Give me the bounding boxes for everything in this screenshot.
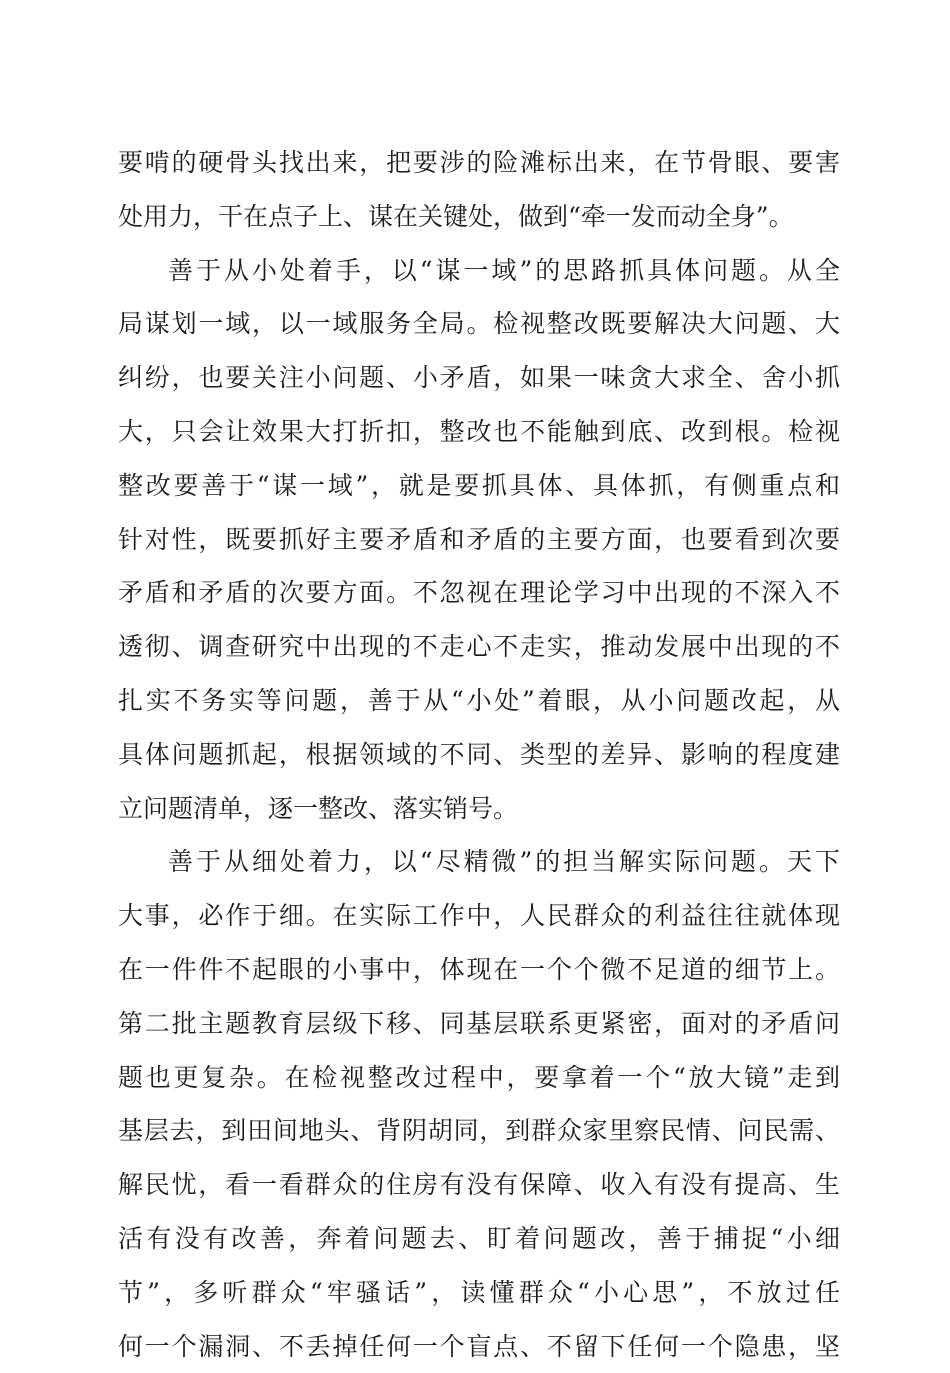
text-line: 针对性，既要抓好主要矛盾和矛盾的主要方面，也要看到次要 [118,524,840,554]
text-line: 处用力，干在点子上、谋在关键处，做到“牵一发而动全身”。 [118,201,794,231]
paragraph-heading-line: 善于从小处着手，以“谋一域”的思路抓具体问题。从全 [168,255,840,285]
body-text [118,136,840,1373]
text-line: 矛盾和矛盾的次要方面。不忽视在理论学习中出现的不深入不 [118,578,840,608]
text-line: 纠纷，也要关注小问题、小矛盾，如果一味贪大求全、舍小抓 [118,363,840,393]
text-line: 具体问题抓起，根据领域的不同、类型的差异、影响的程度建 [118,739,840,769]
text-line: 解民忧，看一看群众的住房有没有保障、收入有没有提高、生 [118,1170,840,1200]
text-line: 何一个漏洞、不丢掉任何一个盲点、不留下任何一个隐患，坚 [118,1331,840,1361]
text-line: 局谋划一域，以一域服务全局。检视整改既要解决大问题、大 [118,309,840,339]
text-line: 第二批主题教育层级下移、同基层联系更紧密，面对的矛盾问 [118,1008,840,1038]
text-line: 大事，必作于细。在实际工作中，人民群众的利益往往就体现 [118,901,840,931]
text-line: 透彻、调查研究中出现的不走心不走实，推动发展中出现的不 [118,632,840,662]
paragraph-heading-line: 善于从细处着力，以“尽精微”的担当解实际问题。天下 [168,847,840,877]
text-line: 要啃的硬骨头找出来，把要涉的险滩标出来，在节骨眼、要害 [118,148,840,177]
text-line: 活有没有改善，奔着问题去、盯着问题改，善于捕捉“小细 [118,1223,840,1253]
text-line: 整改要善于“谋一域”，就是要抓具体、具体抓，有侧重点和 [118,470,840,500]
text-line: 节”，多听群众“牢骚话”，读懂群众“小心思”，不放过任 [118,1277,840,1307]
text-line: 在一件件不起眼的小事中，体现在一个个微不足道的细节上。 [118,954,840,984]
text-line: 基层去，到田间地头、背阴胡同，到群众家里察民情、问民需、 [118,1116,840,1146]
text-line: 立问题清单，逐一整改、落实销号。 [118,793,519,823]
text-line: 大，只会让效果大打折扣，整改也不能触到底、改到根。检视 [118,416,840,446]
text-line: 题也更复杂。在检视整改过程中，要拿着一个“放大镜”走到 [118,1062,840,1092]
text-line: 扎实不务实等问题，善于从“小处”着眼，从小问题改起，从 [118,685,840,715]
